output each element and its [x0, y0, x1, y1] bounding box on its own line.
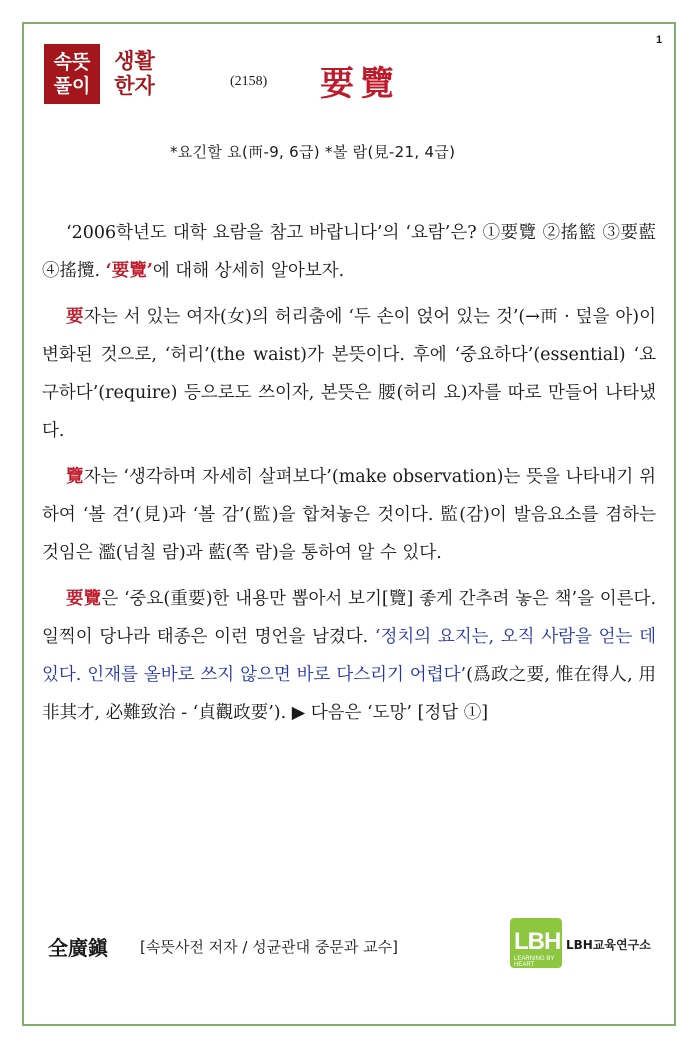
- article-code: (2158): [230, 74, 268, 89]
- intro-tail: 에 대해 상세히 알아보자.: [152, 261, 345, 281]
- paragraph-ram: [42, 458, 656, 572]
- lbh-mark-icon: [510, 918, 562, 968]
- yoram-word: 要覽: [66, 589, 102, 609]
- intro-keyword: ‘要覽’: [105, 261, 153, 281]
- ram-explanation: 자는 ‘생각하며 자세히 살펴보다’(make observation)는 뜻을 나타내기 위하여 ‘볼 견’(見)과 ‘볼 감’(監)을 합쳐놓은 것이다. 監(감)이 발음요소를 겸하는 것임은 濫(넘칠 람)과 藍(쪽 람)을 통하여 알 수 있다.: [42, 467, 656, 563]
- article-body: [42, 214, 656, 740]
- author-affiliation: [속뜻사전 저자 / 성균관대 중문과 교수]: [140, 938, 398, 956]
- page-number: 1: [656, 34, 663, 46]
- yoram-explanation: 은 ‘중요(重要)한 내용만 뽑아서 보기[覽] 좋게 간추려 놓은 책’을 이른다. 일찍이 당나라 태종은 이런 명언을 남겼다.: [42, 589, 657, 647]
- logo-text-hanja: 한자: [114, 74, 155, 98]
- yo-character: 要: [66, 307, 84, 327]
- lbh-mark-subtext: LEARNING BY HEART: [514, 956, 555, 968]
- ram-character: 覽: [66, 467, 84, 487]
- quote-source-and-answer: (爲政之要, 惟在得人, 用非其才, 必難致治 - ‘貞觀政要’). ▶ 다음은 ‘도망’ [정답 ①]: [42, 665, 656, 723]
- paragraph-intro: [42, 214, 656, 290]
- logo-text-saenghwal: 생활: [114, 49, 155, 73]
- yo-explanation: 자는 서 있는 여자(女)의 허리춤에 ‘두 손이 얹어 있는 것’(→襾 · 덮을 아)이 변화된 것으로, ‘허리’(the waist)가 본뜻이다. 후에 ‘중요하다’(essential) ‘요구하다’(require) 등으로도 쓰이자, 본뜻은 腰(허리 요)자를 따로 만들어 나타냈다.: [42, 307, 656, 441]
- article-title: 要覽: [320, 64, 400, 104]
- lbh-logo: [510, 916, 660, 970]
- logo-red-block: [44, 44, 100, 104]
- intro-question: ‘2006학년도 대학 요람을 참고 바랍니다’의 ‘요람’은? ①要覽 ②搖籃 ③要藍 ④搖攬.: [42, 223, 656, 281]
- logo-text-sokttut: 속뜻: [53, 51, 91, 73]
- lbh-mark-text: LBH: [514, 928, 561, 955]
- taizong-quote: ‘정치의 요지는, 오직 사람을 얻는 데 있다. 인재를 올바로 쓰지 않으면 바로 다스리기 어렵다’: [42, 627, 656, 685]
- paragraph-yo: [42, 298, 656, 450]
- lbh-org-name: LBH교육연구소: [566, 938, 651, 952]
- logo-white-block: [100, 44, 169, 104]
- author-name: 全廣鎭: [48, 936, 108, 960]
- paragraph-yoram: [42, 580, 656, 732]
- series-logo: [44, 44, 169, 104]
- character-info: *요긴할 요(襾-9, 6급) *볼 람(見-21, 4급): [170, 143, 456, 161]
- logo-text-puri: 풀이: [53, 75, 91, 97]
